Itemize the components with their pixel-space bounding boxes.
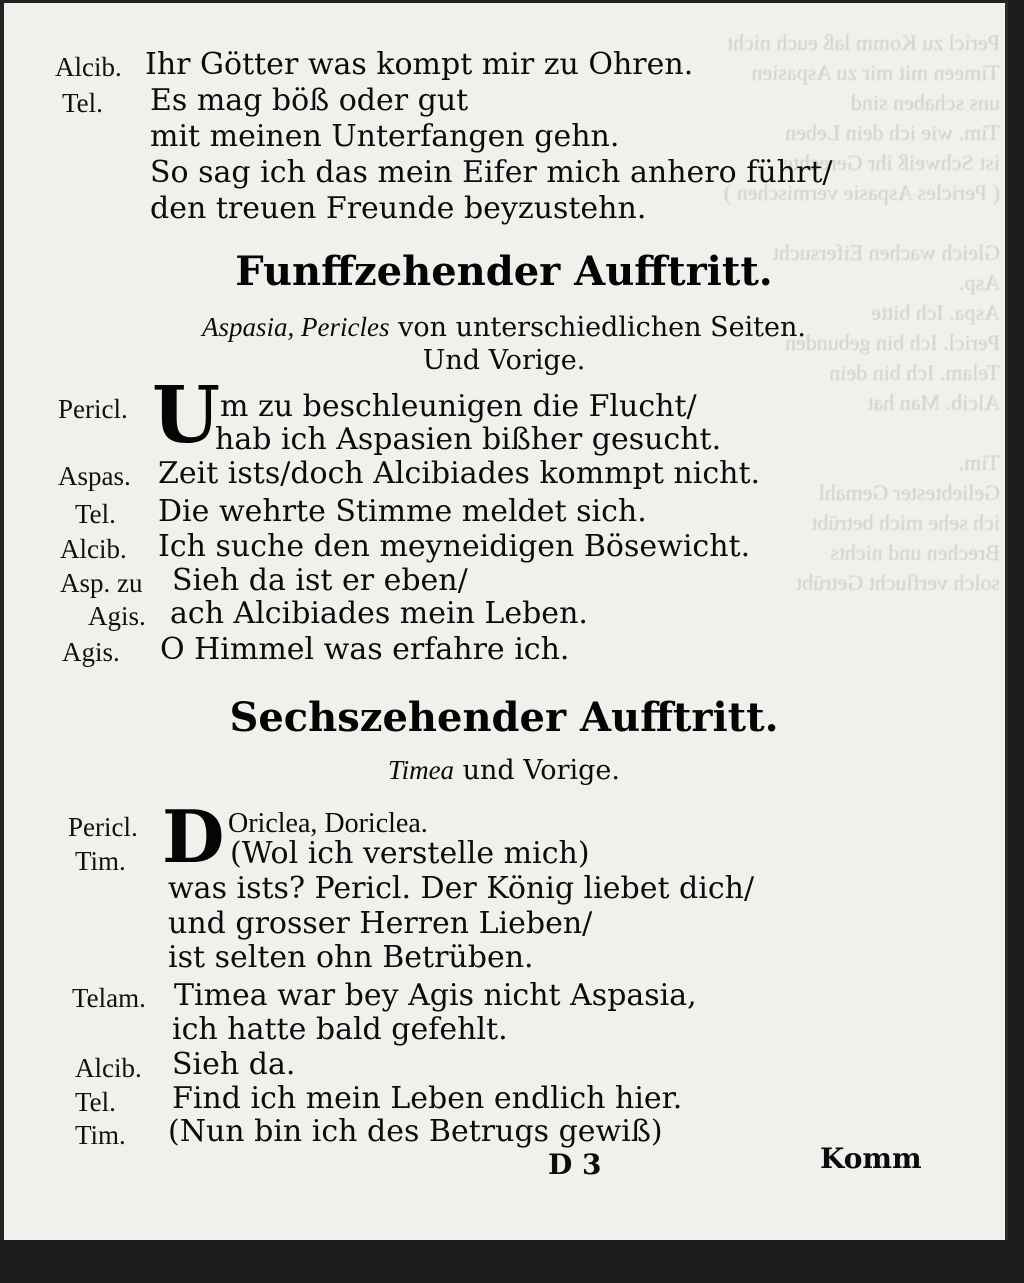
character-names: Timea	[388, 755, 455, 785]
speaker-label: Aspas.	[58, 461, 131, 491]
speaker-label: Tim.	[75, 846, 126, 876]
dialogue-line: mit meinen Unterfangen gehn.	[150, 119, 620, 154]
signature-mark: D 3	[548, 1148, 602, 1181]
speaker-label: Agis.	[62, 637, 120, 667]
drop-cap: D	[162, 794, 225, 879]
speaker-label: Tel.	[62, 88, 103, 118]
scene-heading: Funffzehender Aufftritt.	[235, 248, 773, 295]
dialogue-line: Zeit ists/doch Alcibiades kommpt nicht.	[158, 456, 761, 491]
dialogue-line: Find ich mein Leben endlich hier.	[172, 1081, 683, 1116]
speaker-label: Tim.	[75, 1120, 126, 1150]
dialogue-line: ich hatte bald gefehlt.	[172, 1012, 508, 1047]
dialogue-line: Oriclea, Doriclea.	[228, 808, 428, 839]
speaker-label: Alcib.	[55, 52, 122, 82]
speaker-label: Tel.	[75, 1087, 116, 1117]
speaker-label: Pericl.	[68, 812, 138, 842]
dialogue-line: m zu beschleunigen die Flucht/	[220, 389, 697, 424]
stage-direction: und Vorige.	[454, 755, 620, 786]
dialogue-line: Ich suche den meyneidigen Bösewicht.	[158, 529, 751, 564]
scene-heading: Sechszehender Aufftritt.	[229, 694, 779, 741]
dialogue-line: ach Alcibiades mein Leben.	[170, 596, 588, 631]
dialogue-line: hab ich Aspasien bißher gesucht.	[215, 422, 722, 457]
dialogue-line: den treuen Freunde beyzustehn.	[150, 191, 647, 226]
dialogue-line: (Wol ich verstelle mich)	[230, 836, 590, 871]
catchword: Komm	[820, 1142, 922, 1175]
dialogue-line: Ihr Götter was kompt mir zu Ohren.	[145, 47, 694, 82]
dialogue-line: Es mag böß oder gut	[150, 83, 469, 118]
dialogue-line: So sag ich das mein Eifer mich anhero führt/	[150, 155, 833, 190]
drop-cap: U	[152, 370, 221, 461]
character-names: Aspasia, Pericles	[202, 312, 390, 342]
dialogue-line: O Himmel was erfahre ich.	[160, 632, 570, 667]
dialogue-line: und grosser Herren Lieben/	[168, 906, 593, 941]
dialogue-line: Sieh da ist er eben/	[172, 563, 468, 598]
bleed-through-text: Pericl zu Komm laß euch nicht Timeen mit mir zu Aspasien uns schaben sind Tim. wie ich dein Leben ist Schweiß ihr Gerechte ( Pericles Aspasie vermischen ) Gleich wachen Eifersucht Asp. Aspa. Ich bitte Pericl. Ich bin gebunden Telam. Ich bin dein Alcib. Man hat Tim. Geliebtester Gemahl ich sehe mich betrübt Brechen und nichts solch verflucht Getrübt	[723, 30, 1000, 595]
dialogue-line: (Nun bin ich des Betrugs gewiß)	[168, 1114, 663, 1149]
dialogue-line: Sieh da.	[172, 1047, 296, 1082]
speaker-label: Alcib.	[75, 1053, 142, 1083]
stage-direction: von unterschiedlichen Seiten.	[389, 312, 806, 343]
speaker-label: Alcib.	[60, 534, 127, 564]
speaker-label: Telam.	[72, 983, 146, 1013]
dialogue-line: ist selten ohn Betrüben.	[168, 940, 534, 975]
speaker-label: Pericl.	[58, 394, 128, 424]
scene-characters	[0, 312, 1008, 343]
scene-characters	[0, 755, 1008, 786]
stage-direction-line: Und Vorige.	[422, 345, 586, 376]
speaker-label: Tel.	[75, 499, 116, 529]
dialogue-line: Die wehrte Stimme meldet sich.	[158, 494, 647, 529]
dialogue-line: Timea war bey Agis nicht Aspasia,	[174, 978, 697, 1013]
speaker-label: Asp. zu	[60, 568, 143, 598]
speaker-label: Agis.	[88, 601, 146, 631]
dialogue-line: was ists? Pericl. Der König liebet dich/	[168, 871, 755, 906]
